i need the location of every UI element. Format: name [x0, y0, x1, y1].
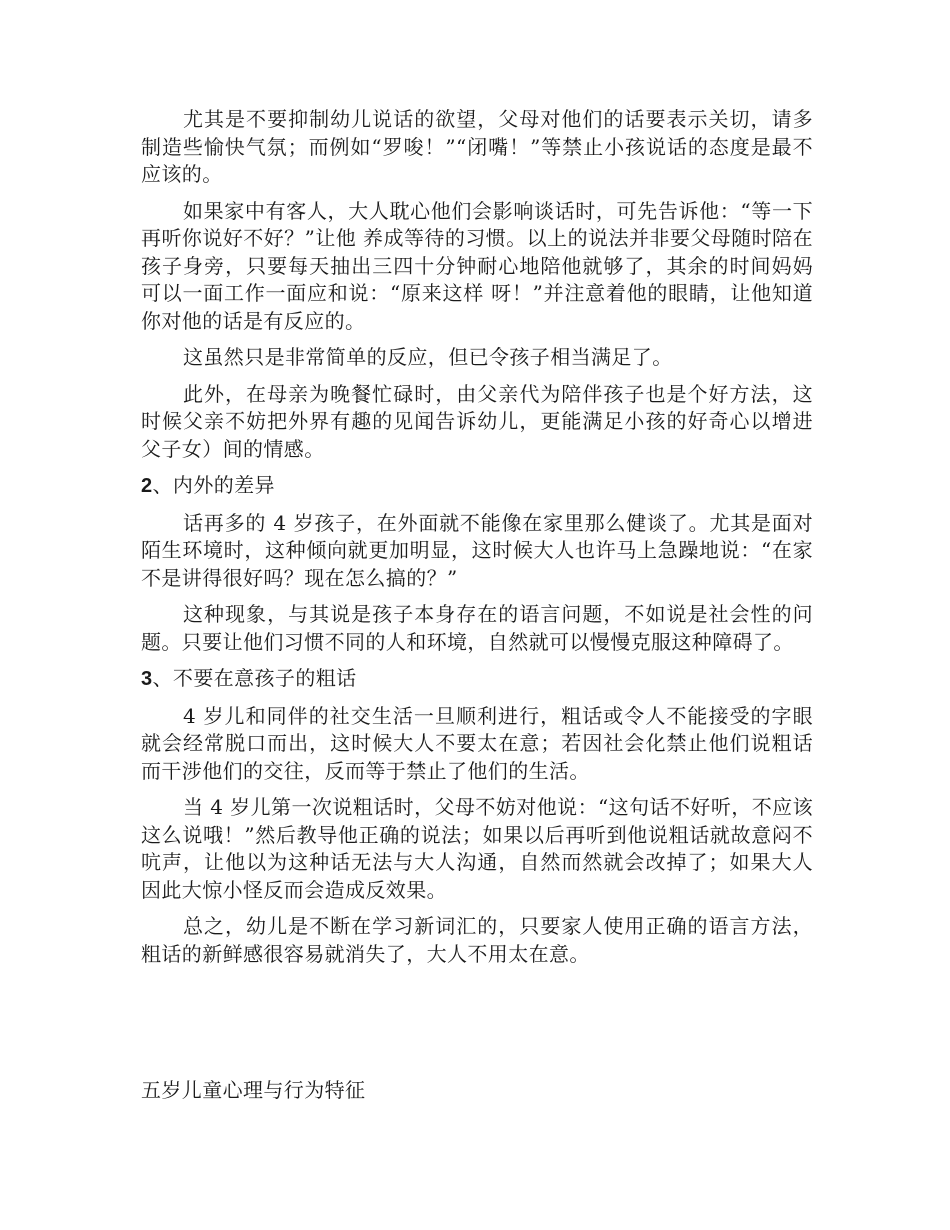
paragraph: 这种现象，与其说是孩子本身存在的语言问题，不如说是社会性的问题。只要让他们习惯不同的人和环境，自然就可以慢慢克服这种障碍了。 — [141, 602, 813, 654]
paragraph: 尤其是不要抑制幼儿说话的欲望，父母对他们的话要表示关切，请多制造些愉快气氛；而例如“罗唆！”“闭嘴！”等禁止小孩说话的态度是最不应该的。 — [141, 107, 813, 186]
section-number: 2 — [141, 475, 153, 497]
section-number: 3 — [141, 668, 153, 690]
paragraph: 当 4 岁儿第一次说粗话时，父母不妨对他说：“这句话不好听，不应该这么说哦！”然后教导他正确的说法；如果以后再听到他说粗话就故意闷不吭声，让他以为这种话无法与大人沟通，自然而然就会改掉了；如果大人因此大惊小怪反而会造成反效果。 — [141, 795, 813, 902]
section-title: 、内外的差异 — [152, 473, 275, 497]
section-title: 、不要在意孩子的粗话 — [152, 666, 357, 690]
paragraph: 4 岁儿和同伴的社交生活一旦顺利进行，粗话或令人不能接受的字眼就会经常脱口而出，这时候大人不要太在意；若因社会化禁止他们说粗话而干涉他们的交往，反而等于禁止了他们的生活。 — [141, 703, 813, 783]
section-heading-2 — [141, 472, 813, 501]
paragraph: 此外，在母亲为晚餐忙碌时，由父亲代为陪伴孩子也是个好方法，这时候父亲不妨把外界有趣的见闻告诉幼儿，更能满足小孩的好奇心以增进父子女）间的情感。 — [141, 381, 813, 461]
next-section-title: 五岁儿童心理与行为特征 — [141, 1078, 366, 1102]
paragraph: 总之，幼儿是不断在学习新词汇的，只要家人使用正确的语言方法，粗话的新鲜感很容易就消失了，大人不用太在意。 — [141, 914, 813, 966]
paragraph: 话再多的 4 岁孩子，在外面就不能像在家里那么健谈了。尤其是面对陌生环境时，这种倾向就更加明显，这时候大人也许马上急躁地说：“在家不是讲得很好吗？现在怎么搞的？” — [141, 510, 813, 590]
paragraph: 如果家中有客人，大人耽心他们会影响谈话时，可先告诉他：“等一下再听你说好不好？”让他 养成等待的习惯。以上的说法并非要父母随时陪在孩子身旁，只要每天抽出三四十分钟耐心地陪他就够了，其余的时间妈妈可以一面工作一面应和说：“原来这样 呀！”并注意着他的眼睛，让他知道你对他的话是有反应的。 — [141, 198, 813, 333]
paragraph: 这虽然只是非常简单的反应，但已令孩子相当满足了。 — [183, 345, 673, 369]
document-body — [141, 106, 813, 977]
section-heading-3 — [141, 665, 813, 694]
